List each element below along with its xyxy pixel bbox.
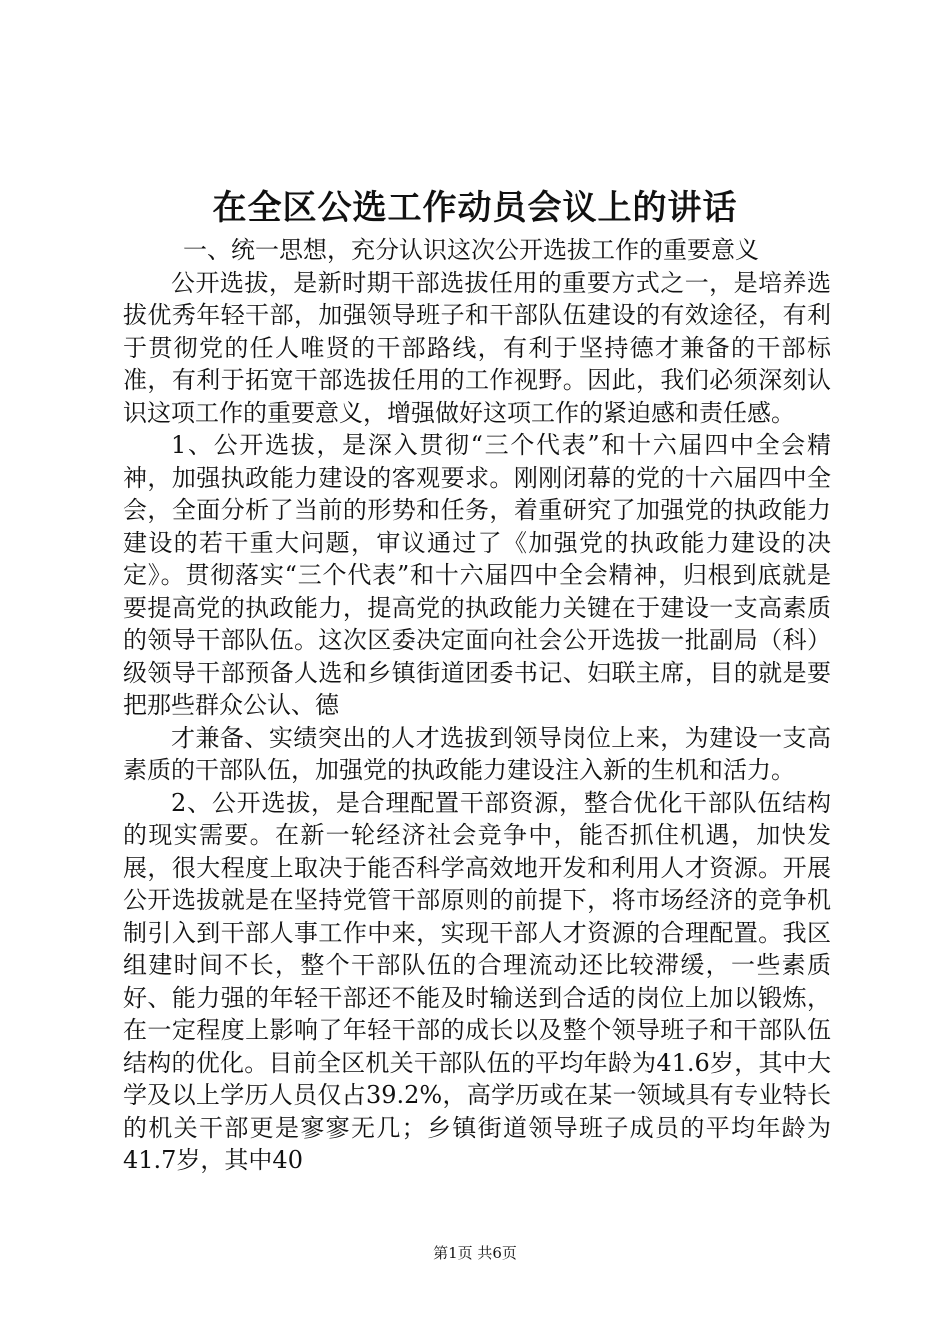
paragraph-intro: 公开选拔，是新时期干部选拔任用的重要方式之一，是培养选拔优秀年轻干部，加强领导班子和干部队伍建设的有效途径，有利于贯彻党的任人唯贤的干部路线，有利于坚持德才兼备的干部标准，有利于拓宽干部选拔任用的工作视野。因此，我们必须深刻认识这项工作的重要意义，增强做好这项工作的紧迫感和责任感。 <box>123 268 831 427</box>
paragraph-point-1: 1、公开选拔，是深入贯彻“三个代表”和十六届四中全会精神，加强执政能力建设的客观要求。刚刚闭幕的党的十六届四中全会，全面分析了当前的形势和任务，着重研究了加强党的执政能力建设的若干重大问题，审议通过了《加强党的执政能力建设的决定》。贯彻落实“三个代表”和十六届四中全会精神，归根到底就是要提高党的执政能力，提高党的执政能力关键在于建设一支高素质的领导干部队伍。这次区委决定面向社会公开选拔一批副局（科）级领导干部预备人选和乡镇街道团委书记、妇联主席，目的就是要把那些群众公认、德 <box>123 431 831 719</box>
document-title: 在全区公选工作动员会议上的讲话 <box>212 188 738 228</box>
page-footer: 第1页 共6页 <box>433 1244 517 1262</box>
paragraph-point-2: 2、公开选拔，是合理配置干部资源，整合优化干部队伍结构的现实需要。在新一轮经济社会竞争中，能否抓住机遇，加快发展，很大程度上取决于能否科学高效地开发和利用人才资源。开展公开选拔就是在坚持党管干部原则的前提下，将市场经济的竞争机制引入到干部人事工作中来，实现干部人才资源的合理配置。我区组建时间不长，整个干部队伍的合理流动还比较滞缓，一些素质好、能力强的年轻干部还不能及时输送到合适的岗位上加以锻炼，在一定程度上影响了年轻干部的成长以及整个领导班子和干部队伍结构的优化。目前全区机关干部队伍的平均年龄为41.6岁，其中大学及以上学历人员仅占39.2%，高学历或在某一领域具有专业特长的机关干部更是寥寥无几；乡镇街道领导班子成员的平均年龄为41.7岁，其中40 <box>123 788 831 1174</box>
section-heading: 一、统一思想，充分认识这次公开选拔工作的重要意义 <box>183 236 759 264</box>
paragraph-point-1-continued: 才兼备、实绩突出的人才选拔到领导岗位上来，为建设一支高素质的干部队伍，加强党的执政能力建设注入新的生机和活力。 <box>123 723 831 784</box>
document-body <box>123 234 831 1177</box>
